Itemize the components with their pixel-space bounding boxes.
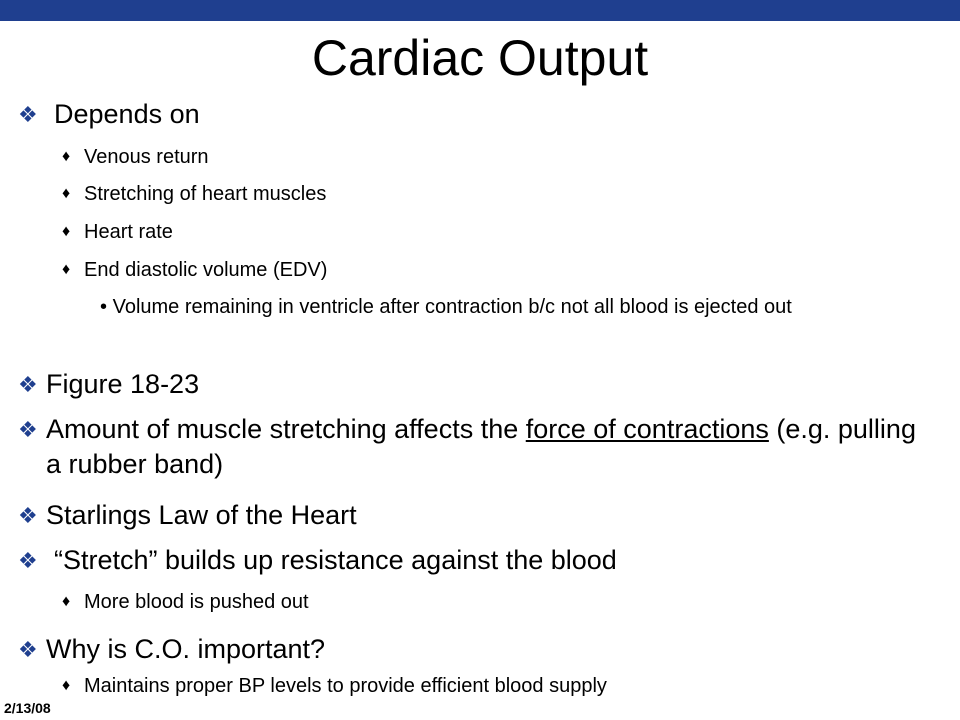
bullet-text-post: (e.g. pulling a rubber band) [46, 414, 916, 479]
diamond-sub-bullet-icon: ♦ [62, 185, 71, 202]
sub-bullet-maintains-bp [62, 674, 607, 698]
diamond-sub-bullet-icon: ♦ [62, 148, 71, 165]
diamond-sub-bullet-icon: ♦ [62, 223, 71, 240]
bullet-starling [18, 498, 357, 533]
sub-bullet-edv [62, 258, 327, 282]
bullet-text-pre: Amount of muscle stretching affects the [46, 414, 526, 444]
bullet-text: Depends on [54, 99, 200, 129]
diamond-bullet-icon: ❖ [18, 417, 38, 442]
bullet-muscle-stretching [18, 412, 926, 482]
bullet-text: Starlings Law of the Heart [46, 500, 357, 530]
slide-date: 2/13/08 [4, 700, 51, 716]
detail-text: Volume remaining in ventricle after contraction b/c not all blood is ejected out [112, 296, 792, 318]
detail-edv [100, 292, 900, 322]
diamond-bullet-icon: ❖ [18, 102, 38, 127]
diamond-bullet-icon: ❖ [18, 637, 38, 662]
top-bar [0, 0, 960, 21]
sub-bullet-venous-return [62, 145, 209, 169]
sub-bullet-text: Venous return [84, 146, 209, 168]
sub-bullet-text: End diastolic volume (EDV) [84, 259, 328, 281]
diamond-bullet-icon: ❖ [18, 372, 38, 397]
bullet-why-co [18, 632, 325, 667]
diamond-bullet-icon: ❖ [18, 503, 38, 528]
diamond-bullet-icon: ❖ [18, 548, 38, 573]
bullet-text: Why is C.O. important? [46, 634, 326, 664]
slide-title: Cardiac Output [311, 30, 649, 86]
bullet-figure [18, 367, 199, 402]
bullet-text: Figure 18-23 [46, 369, 200, 399]
diamond-sub-bullet-icon: ♦ [62, 593, 71, 610]
sub-bullet-heart-rate [62, 220, 173, 244]
bullet-text-underlined: force of contractions [525, 414, 769, 444]
sub-bullet-text: More blood is pushed out [84, 591, 309, 613]
bullet-text-wrap [46, 412, 926, 482]
sub-bullet-more-blood [62, 590, 309, 614]
sub-bullet-text: Stretching of heart muscles [84, 183, 327, 205]
bullet-depends-on [18, 97, 200, 132]
sub-bullet-text: Maintains proper BP levels to provide efficient blood supply [84, 675, 607, 697]
dot-bullet-icon: • [100, 296, 108, 318]
bullet-stretch-resistance [18, 543, 617, 578]
bullet-text: “Stretch” builds up resistance against the blood [54, 545, 617, 575]
diamond-sub-bullet-icon: ♦ [62, 261, 71, 278]
sub-bullet-text: Heart rate [84, 221, 173, 243]
sub-bullet-stretching [62, 182, 326, 206]
diamond-sub-bullet-icon: ♦ [62, 677, 71, 694]
